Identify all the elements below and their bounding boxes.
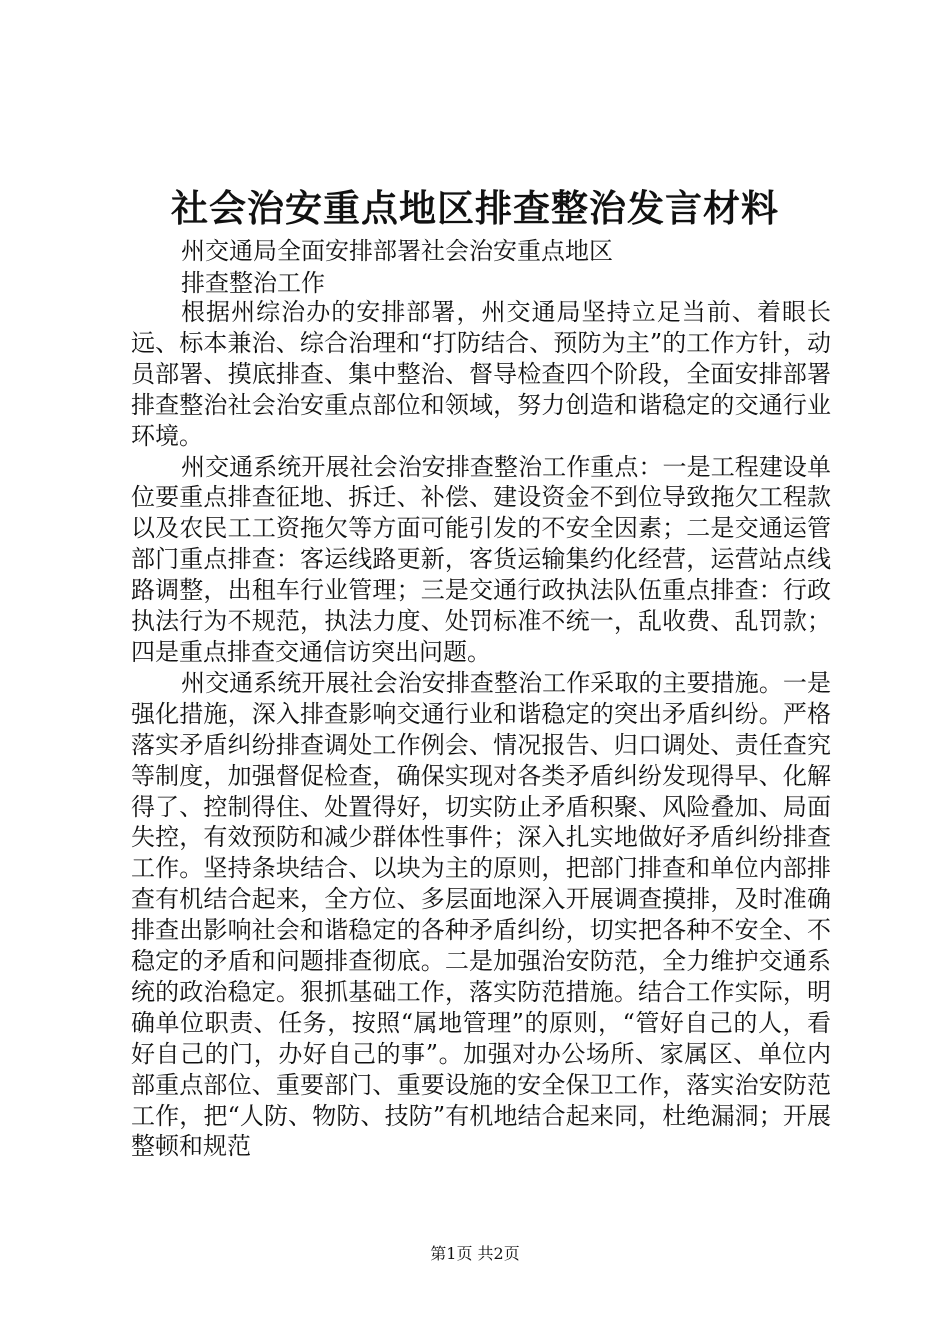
page-number-footer: 第1页 共2页 <box>430 1244 520 1263</box>
document-title: 社会治安重点地区排查整治发言材料 <box>171 186 779 230</box>
subtitle-line-2: 排查整治工作 <box>181 269 325 297</box>
body-paragraph: 州交通系统开展社会治安排查整治工作采取的主要措施。一是强化措施，深入排查影响交通行业和谐稳定的突出矛盾纠纷。严格落实矛盾纠纷排查调处工作例会、情况报告、归口调处、责任查究等制度，加强督促检查，确保实现对各类矛盾纠纷发现得早、化解得了、控制得住、处置得好，切实防止矛盾积聚、风险叠加、局面失控，有效预防和减少群体性事件；深入扎实地做好矛盾纠纷排查工作。坚持条块结合、以块为主的原则，把部门排查和单位内部排查有机结合起来，全方位、多层面地深入开展调查摸排，及时准确排查出影响社会和谐稳定的各种矛盾纠纷，切实把各种不安全、不稳定的矛盾和问题排查彻底。二是加强治安防范，全力维护交通系统的政治稳定。狠抓基础工作，落实防范措施。结合工作实际，明确单位职责、任务，按照“属地管理”的原则，“管好自己的人，看好自己的门，办好自己的事”。加强对办公场所、家属区、单位内部重点部位、重要部门、重要设施的安全保卫工作，落实治安防范工作，把“人防、物防、技防”有机地结合起来同，杜绝漏洞；开展整顿和规范 <box>131 668 831 1161</box>
document-body <box>131 297 831 1162</box>
body-paragraph: 州交通系统开展社会治安排查整治工作重点：一是工程建设单位要重点排查征地、拆迁、补偿、建设资金不到位导致拖欠工程款以及农民工工资拖欠等方面可能引发的不安全因素；二是交通运管部门重点排查：客运线路更新，客货运输集约化经营，运营站点线路调整，出租车行业管理；三是交通行政执法队伍重点排查：行政执法行为不规范，执法力度、处罚标准不统一，乱收费、乱罚款；四是重点排查交通信访突出问题。 <box>131 452 831 666</box>
body-paragraph: 根据州综治办的安排部署，州交通局坚持立足当前、着眼长远、标本兼治、综合治理和“打防结合、预防为主”的工作方针，动员部署、摸底排查、集中整治、督导检查四个阶段，全面安排部署排查整治社会治安重点部位和领域，努力创造和谐稳定的交通行业环境。 <box>131 298 831 450</box>
subtitle-line-1: 州交通局全面安排部署社会治安重点地区 <box>181 237 613 265</box>
